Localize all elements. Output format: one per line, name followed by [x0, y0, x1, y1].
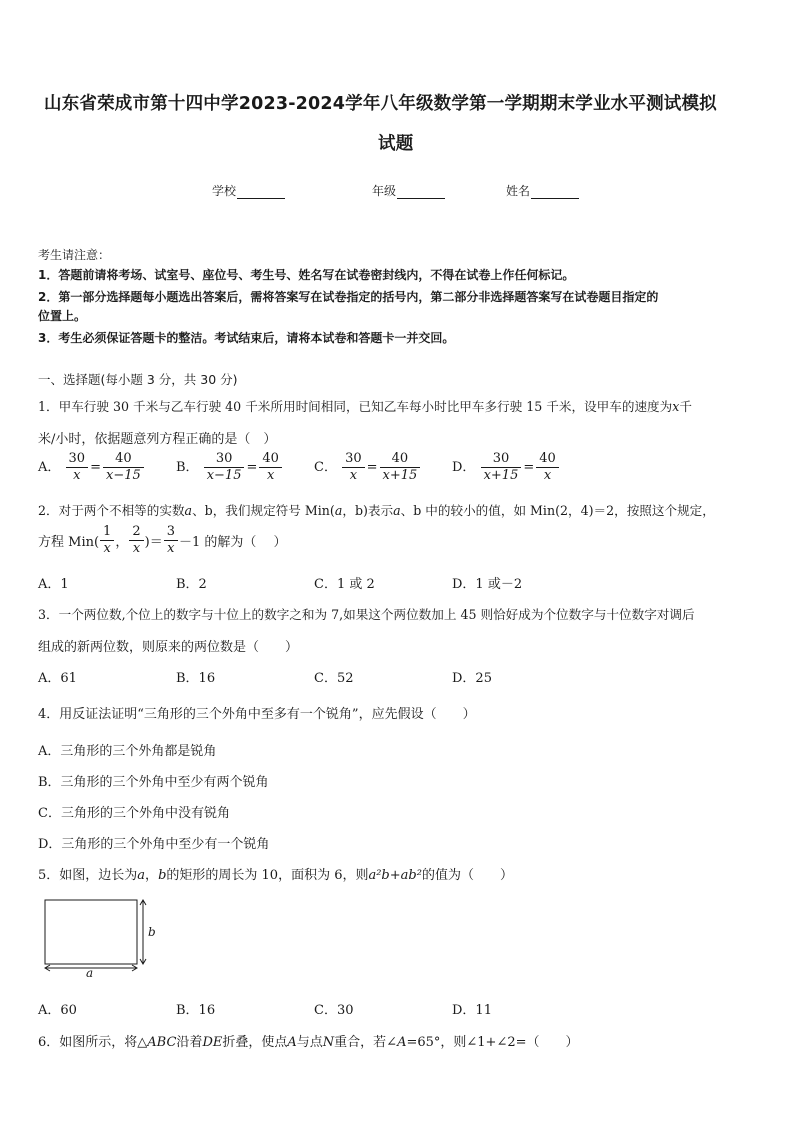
q1-option-a-letter: A．	[38, 460, 61, 475]
equals-sign: =	[366, 460, 378, 475]
q5-stem	[38, 864, 513, 883]
fraction-denominator: x+15	[483, 468, 519, 483]
fraction-numerator: 40	[103, 451, 144, 468]
equals-sign: =	[523, 460, 535, 475]
q1-option-a-right-fraction	[103, 451, 144, 484]
fraction-denominator: x	[349, 468, 358, 483]
q5-var-b: b	[158, 868, 167, 883]
fraction-numerator: 40	[536, 451, 559, 468]
notice-item-3: 3．考生必须保证答题卡的整洁。考试结束后，请将本试卷和答题卡一并交回。	[38, 331, 455, 345]
q6-text-part6: =65°，则∠1+∠2=（ ）	[406, 1035, 579, 1050]
q1-option-b	[176, 451, 283, 484]
q1-option-a-left-fraction	[66, 451, 89, 484]
q3-stem-line2: 组成的新两位数，则原来的两位数是（ ）	[38, 640, 299, 655]
q3-option-a: A．61	[38, 671, 77, 686]
q1-option-b-left-fraction	[204, 451, 245, 484]
q3-stem-line1: 3．一个两位数,个位上的数字与十位上的数字之和为 7,如果这个两位数加上 45 则恰好成为个位数字与十位数字对调后	[38, 607, 695, 622]
q1-text-part1: 1．甲车行驶 30 千米与乙车行驶 40 千米所用时间相同，已知乙车每小时比甲车多行驶 15 千米，设甲车的速度为	[38, 399, 673, 414]
fraction-numerator: 30	[342, 451, 365, 468]
document-title-line1: 山东省荣成市第十四中学2023-2024学年八年级数学第一学期期末学业水平测试模拟	[44, 94, 717, 114]
fraction-denominator: x	[266, 468, 275, 483]
document-title-line2: 试题	[378, 134, 414, 154]
q2-stem-line1	[38, 500, 715, 519]
q6-text-part2: 沿着	[176, 1035, 203, 1050]
q1-option-d-left-fraction	[481, 451, 522, 484]
label-b: b	[148, 925, 156, 939]
q1-stem-line1	[38, 396, 692, 415]
notice-heading: 考生请注意：	[38, 248, 111, 262]
q3-option-c: C．52	[314, 671, 354, 686]
q2-equation	[38, 524, 287, 557]
grade-blank-line	[397, 185, 445, 199]
fraction-denominator: x	[132, 541, 141, 556]
q2-fraction-1	[100, 524, 114, 557]
q4-option-a: A．三角形的三个外角都是锐角	[38, 744, 217, 759]
q2-text-part1: 2．对于两个不相等的实数	[38, 503, 185, 518]
school-blank-line	[237, 185, 285, 199]
notice-item-2: 2．第一部分选择题每小题选出答案后，需将答案写在试卷指定的括号内，第二部分非选择题答案写在试卷题目指定的	[38, 290, 659, 304]
student-field-name-label: 姓名	[506, 184, 531, 198]
q5-expression: a²b+ab²	[368, 868, 422, 883]
fraction-numerator: 1	[100, 524, 114, 541]
q2-option-c: C．1 或 2	[314, 577, 375, 592]
q1-option-d-right-fraction	[536, 451, 559, 484]
q2-fraction-2	[129, 524, 143, 557]
q1-option-c-letter: C．	[314, 460, 337, 475]
rectangle-shape	[45, 900, 137, 964]
q5-var-a: a	[137, 868, 146, 883]
fraction-denominator: x	[167, 541, 175, 556]
q5-text-part2: ，	[145, 868, 159, 883]
q1-option-a	[38, 451, 145, 484]
q5-option-d: D．11	[452, 1003, 492, 1018]
q2-eq-prefix: 方程 Min(	[38, 535, 100, 550]
q4-option-d: D．三角形的三个外角中至少有一个锐角	[38, 837, 270, 852]
section-heading: 一、选择题(每小题 3 分，共 30 分)	[38, 372, 238, 387]
fraction-numerator: 40	[380, 451, 421, 468]
q5-option-b: B．16	[176, 1003, 216, 1018]
q1-option-c	[314, 451, 421, 484]
q1-stem-line2: 米/小时，依据题意列方程正确的是（ ）	[38, 432, 277, 447]
fraction-denominator: x	[73, 468, 81, 483]
q5-option-a: A．60	[38, 1003, 77, 1018]
q5-option-c: C．30	[314, 1003, 354, 1018]
name-blank-line	[531, 185, 579, 199]
q4-option-c: C．三角形的三个外角中没有锐角	[38, 806, 230, 821]
q1-text-part2: 千	[679, 399, 692, 414]
student-field-name	[506, 182, 579, 199]
q6-angle-a: A	[397, 1035, 407, 1050]
q6-point-a: A	[287, 1035, 297, 1050]
notice-item-2-cont: 位置上。	[38, 309, 87, 323]
q2-comma: ，	[115, 535, 129, 550]
q1-option-c-left-fraction	[342, 451, 365, 484]
fraction-numerator: 30	[481, 451, 522, 468]
fraction-denominator: x	[543, 468, 552, 483]
equals-sign: =	[246, 460, 258, 475]
q4-option-b: B．三角形的三个外角中至少有两个锐角	[38, 775, 269, 790]
q6-triangle-name: ABC	[147, 1035, 177, 1050]
q2-eq-mid: )＝	[144, 535, 163, 550]
q6-text-part3: 折叠，使点	[222, 1035, 288, 1050]
q6-text-part5: 重合，若∠	[334, 1035, 398, 1050]
q2-var-a: a	[334, 503, 343, 518]
q2-var-a: a	[184, 503, 193, 518]
q2-text-part3: ，b)表示	[342, 503, 394, 518]
q2-text-part2: 、b，我们规定符号 Min(	[192, 503, 335, 518]
fraction-numerator: 2	[129, 524, 143, 541]
q2-var-a: a	[393, 503, 401, 518]
fraction-denominator: x−15	[206, 468, 242, 483]
fraction-numerator: 40	[259, 451, 282, 468]
student-field-grade-label: 年级	[372, 184, 397, 198]
q6-text-part4: 与点	[296, 1035, 323, 1050]
q2-text-part4: 、b 中的较小的值，如 Min(2，4)＝2，按照这个规定，	[400, 503, 715, 518]
q1-option-d	[452, 451, 560, 484]
q3-option-b: B．16	[176, 671, 216, 686]
q1-option-b-right-fraction	[259, 451, 282, 484]
q1-option-d-letter: D．	[452, 460, 476, 475]
student-field-school	[212, 182, 285, 199]
fraction-numerator: 30	[204, 451, 245, 468]
q2-eq-tail: －1 的解为（ ）	[178, 535, 287, 550]
fraction-denominator: x	[103, 541, 111, 556]
q1-option-b-letter: B．	[176, 460, 199, 475]
fraction-denominator: x−15	[105, 468, 141, 483]
q5-text-part3: 的矩形的周长为 10，面积为 6，则	[166, 868, 369, 883]
fraction-numerator: 30	[66, 451, 89, 468]
q5-text-part4: 的值为（ ）	[421, 868, 513, 883]
student-field-grade	[372, 182, 445, 199]
fraction-denominator: x+15	[382, 468, 418, 483]
label-a: a	[86, 966, 94, 980]
fraction-numerator: 3	[164, 524, 178, 541]
q3-option-d: D．25	[452, 671, 492, 686]
q2-option-a: A．1	[38, 577, 69, 592]
q4-stem: 4．用反证法证明“三角形的三个外角中至多有一个锐角”，应先假设（ ）	[38, 707, 476, 722]
student-field-school-label: 学校	[212, 184, 237, 198]
q2-fraction-3	[164, 524, 178, 557]
q6-text-part1: 6．如图所示，将△	[38, 1035, 148, 1050]
equals-sign: =	[90, 460, 101, 475]
q5-rectangle-figure	[40, 896, 160, 980]
notice-item-1: 1．答题前请将考场、试室号、座位号、考生号、姓名写在试卷密封线内，不得在试卷上作任何标记。	[38, 268, 575, 282]
q1-var-x: x	[672, 399, 680, 414]
q5-text-part1: 5．如图，边长为	[38, 868, 138, 883]
q2-option-b: B．2	[176, 577, 207, 592]
q6-stem	[38, 1031, 579, 1050]
q1-option-c-right-fraction	[380, 451, 421, 484]
q2-option-d: D．1 或－2	[452, 577, 523, 592]
q6-point-n: N	[322, 1035, 335, 1050]
q6-fold-line: DE	[202, 1035, 223, 1050]
